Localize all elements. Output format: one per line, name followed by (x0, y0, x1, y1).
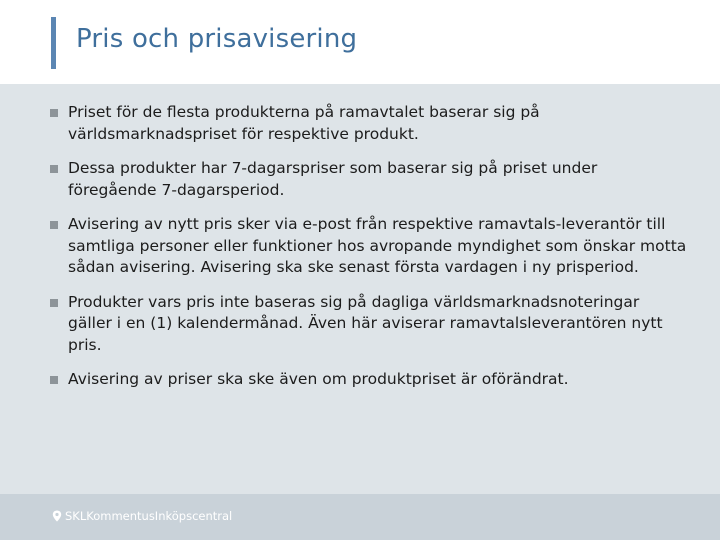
bullet-text: Avisering av priser ska ske även om produktpriset är oförändrat. (68, 370, 569, 388)
slide-footer (0, 494, 720, 540)
bullet-text: Priset för de flesta produkterna på ramavtalet baserar sig på världsmarknadspriset för respektive produkt. (68, 103, 540, 143)
bullet-item (48, 158, 688, 201)
bullet-item (48, 369, 688, 391)
square-bullet-icon (50, 221, 58, 229)
bullet-text: Avisering av nytt pris sker via e-post från respektive ramavtals-leverantör till samtliga personer eller funktioner hos avropande myndighet som önskar motta sådan avisering. Avisering ska ske senast första vardagen i ny prisperiod. (68, 215, 687, 276)
bullet-text: Produkter vars pris inte baseras sig på dagliga världsmarknadsnoteringar gäller i en (1) kalendermånad. Även här aviserar ramavtalsleverantören nytt pris. (68, 292, 663, 354)
slide-header (0, 0, 720, 84)
bullet-item (48, 102, 688, 145)
location-pin-icon (52, 510, 62, 522)
bullet-item (48, 292, 688, 357)
slide-content (0, 84, 720, 494)
bullet-text: Dessa produkter har 7-dagarspriser som baserar sig på priset under föregående 7-dagarsperiod. (68, 159, 598, 199)
bullet-item (48, 214, 688, 279)
bullet-list (48, 102, 688, 404)
slide-title: Pris och prisavisering (76, 24, 358, 54)
title-accent-bar (51, 17, 56, 69)
footer-logo (52, 509, 232, 523)
square-bullet-icon (50, 299, 58, 307)
footer-logo-text: SKLKommentusInköpscentral (65, 509, 233, 523)
square-bullet-icon (50, 165, 58, 173)
square-bullet-icon (50, 109, 58, 117)
square-bullet-icon (50, 376, 58, 384)
